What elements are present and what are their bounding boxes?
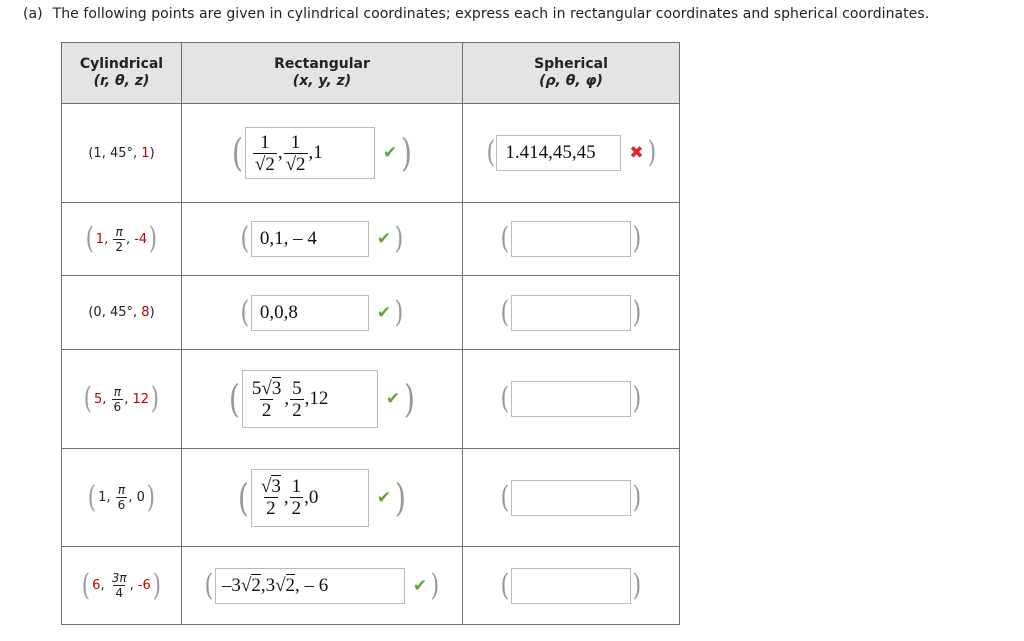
spherical-cell: ( 1.414,45,45 ✖ )	[463, 104, 680, 203]
rectangular-cell: ( $\frac{5√3}{2}$ , $\frac{5}{2}$ , 12 ✔ )	[182, 350, 463, 449]
cyl-z: 12	[132, 391, 149, 407]
spherical-answer-input[interactable]	[511, 221, 631, 257]
spherical-answer-input[interactable]: 1.414,45,45	[496, 135, 621, 171]
rectangular-cell: ( $\frac{1}{√2}$ , $\frac{1}{√2}$ , 1 ✔ )	[182, 104, 463, 203]
table-row	[62, 203, 680, 276]
cross-icon: ✖	[629, 143, 644, 163]
cyl-z: 0	[136, 490, 145, 505]
cyl-z: -4	[134, 231, 148, 247]
check-icon: ✔	[376, 302, 392, 323]
spherical-answer-input[interactable]	[511, 381, 631, 417]
cyl-r: 6	[92, 578, 101, 593]
cyl-r: 1	[93, 145, 102, 161]
rectangular-answer-input[interactable]: $\frac{√3}{2}$ , $\frac{1}{2}$ , 0	[251, 469, 369, 527]
header-spherical-title: Spherical	[534, 56, 608, 72]
rectangular-answer-input[interactable]: $\frac{5√3}{2}$ , $\frac{5}{2}$ , 12	[242, 370, 378, 428]
header-spherical-sub: (ρ, θ, φ)	[539, 73, 603, 89]
rectangular-answer-input[interactable]: $\frac{1}{√2}$ , $\frac{1}{√2}$ , 1	[245, 127, 375, 179]
header-cylindrical-sub: (r, θ, z)	[93, 73, 150, 89]
rectangular-answer-input[interactable]: 0,0,8	[251, 295, 369, 331]
cyl-z: -6	[137, 578, 151, 593]
cylindrical-point: (1, 45°, 1)	[62, 104, 182, 203]
cyl-r: 1	[95, 231, 105, 247]
question-label: (a)	[23, 6, 43, 22]
header-spherical	[463, 43, 680, 104]
cyl-theta-num: π	[113, 384, 121, 399]
table-row	[62, 104, 680, 203]
check-icon: ✔	[385, 389, 401, 409]
spherical-cell: ( )	[463, 350, 680, 449]
cyl-theta: 45°	[109, 145, 134, 161]
rectangular-answer-input[interactable]: –3 √ 2 ,3 √ 2 , – 6	[215, 568, 405, 604]
header-rectangular-title: Rectangular	[274, 56, 370, 72]
rectangular-cell: ( 0,1, – 4 ✔ )	[182, 203, 463, 276]
spherical-cell: ( )	[463, 547, 680, 625]
question-text	[23, 6, 929, 22]
header-row	[62, 43, 680, 104]
spherical-cell: ( )	[463, 276, 680, 350]
cyl-z: 8	[141, 305, 150, 320]
header-rectangular-sub: (x, y, z)	[292, 73, 352, 89]
cylindrical-point: ( 6, $\frac{3\pi}{4}$ , -6)	[62, 547, 182, 625]
cyl-r: 1	[98, 490, 107, 505]
table-row	[62, 350, 680, 449]
check-icon: ✔	[376, 487, 392, 508]
cyl-theta-den: 6	[113, 399, 122, 414]
cyl-r: 0	[93, 305, 102, 320]
cyl-theta: 45°	[109, 305, 134, 320]
cyl-theta-num: 3π	[111, 571, 127, 585]
header-rectangular	[182, 43, 463, 104]
spherical-cell: ( )	[463, 449, 680, 547]
spherical-answer-input[interactable]	[511, 480, 631, 516]
table-row	[62, 547, 680, 625]
cyl-r: 5	[94, 391, 103, 407]
spherical-cell: ( )	[463, 203, 680, 276]
cylindrical-point: ( 1, $\frac{\pi}{2}$ , -4)	[62, 203, 182, 276]
header-cylindrical	[62, 43, 182, 104]
cyl-theta-den: 2	[115, 239, 123, 254]
check-icon: ✔	[412, 575, 428, 596]
check-icon: ✔	[376, 229, 392, 249]
rectangular-answer-input[interactable]: 0,1, – 4	[251, 221, 369, 257]
cyl-theta-num: π	[117, 483, 126, 497]
cylindrical-point: ( 1, $\frac{\pi}{6}$ , 0)	[62, 449, 182, 547]
cyl-theta-den: 4	[115, 586, 123, 600]
cyl-theta-den: 6	[117, 498, 126, 512]
cyl-theta-num: π	[115, 224, 123, 239]
check-icon: ✔	[382, 143, 398, 163]
rectangular-cell: ( –3 √ 2 ,3 √ 2 , – 6 ✔ )	[182, 547, 463, 625]
header-cylindrical-title: Cylindrical	[79, 56, 164, 72]
cylindrical-point: (0, 45°, 8)	[62, 276, 182, 350]
table-row	[62, 276, 680, 350]
spherical-answer-input[interactable]	[511, 295, 631, 331]
coordinates-table	[61, 42, 680, 625]
rectangular-cell: ( 0,0,8 ✔ )	[182, 276, 463, 350]
question-body: The following points are given in cylindrical coordinates; express each in rectangular coordinates and spherical coordinates.	[52, 6, 930, 22]
cylindrical-point: ( 5, $\frac{\pi}{6}$ , 12)	[62, 350, 182, 449]
table-row	[62, 449, 680, 547]
rectangular-cell: ( $\frac{√3}{2}$ , $\frac{1}{2}$ , 0 ✔ )	[182, 449, 463, 547]
cyl-z: 1	[141, 145, 150, 161]
spherical-answer-input[interactable]	[511, 568, 631, 604]
